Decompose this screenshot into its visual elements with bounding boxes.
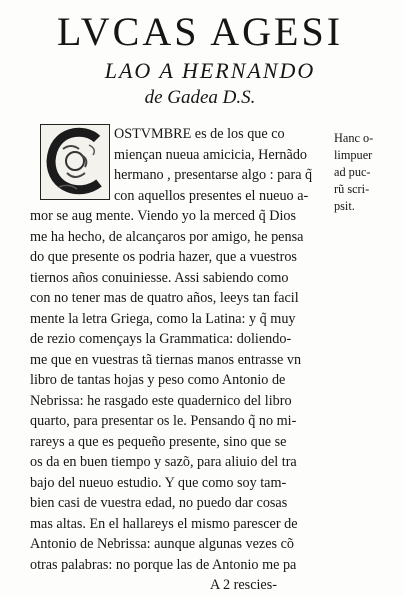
letter-text bbox=[30, 124, 330, 596]
text-line: me ha hecho, de alcançaros por amigo, he pensa bbox=[30, 228, 304, 245]
text-line: miençan nueua amicicia, Hernãdo bbox=[114, 146, 308, 163]
text-line: de rezio començays la Grammatica: doliendo- bbox=[30, 331, 292, 347]
text-line: OSTVMBRE es de los que co bbox=[114, 126, 285, 142]
text-line: me que en vuestras tã tiernas manos entrasse vn bbox=[30, 351, 302, 368]
text-line: do que presente os podria hazer, que a vuestros bbox=[30, 249, 297, 265]
text-line: Antonio de Nebrissa: aunque algunas vezes cõ bbox=[30, 536, 294, 552]
text-line: Nebrissa: he rasgado este quadernico del libro bbox=[30, 392, 292, 409]
heading-author: LVCAS AGESI bbox=[56, 9, 344, 54]
text-line: bien casi de vuestra edad, no puedo dar cosas bbox=[30, 495, 288, 511]
margin-note-line: rũ scri- bbox=[334, 182, 370, 196]
text-line: libro de tantas hojas y peso como Antonio de bbox=[30, 372, 286, 388]
text-line: mente la letra Griega, como la Latina: y q̃ muy bbox=[30, 310, 296, 327]
text-line: quarto, para presentar os le. Pensando q̃ no mi- bbox=[30, 413, 297, 429]
text-line: mas altas. En el hallareys el mismo parescer de bbox=[30, 515, 298, 532]
margin-note-line: Hanc o- bbox=[334, 131, 374, 145]
text-line: mor se aug mente. Viendo yo la merced q̃ Dios bbox=[30, 208, 297, 224]
margin-note-line: psit. bbox=[334, 199, 355, 213]
text-line: os da en buen tiempo y sazõ, para aliuio del tra bbox=[30, 454, 297, 470]
heading-dedication: de Gadea D.S. bbox=[144, 87, 256, 108]
margin-note-line: ad puc- bbox=[334, 165, 371, 179]
text-line: bajo del nueuo estudio. Y que como soy tam- bbox=[30, 474, 287, 491]
text-line: hermano , presentarse algo : para q̃ bbox=[114, 167, 313, 183]
text-line: con no tener mas de quatro años, leeys tan facil bbox=[30, 290, 299, 306]
text-line: con aquellos presentes el nueuo a- bbox=[114, 187, 309, 204]
text-line: otras palabras: no porque las de Antonio me pa bbox=[30, 556, 297, 573]
signature-catchword: A 2 rescies- bbox=[210, 577, 277, 593]
heading-recipient: LAO A HERNANDO bbox=[104, 58, 316, 83]
text-line: tiernos años conuiniesse. Assi sabiendo como bbox=[30, 269, 289, 286]
text-line: rareys a que es pequeño presente, sino que se bbox=[30, 433, 287, 450]
margin-note bbox=[334, 130, 400, 215]
margin-note-line: limpuer bbox=[334, 148, 373, 162]
